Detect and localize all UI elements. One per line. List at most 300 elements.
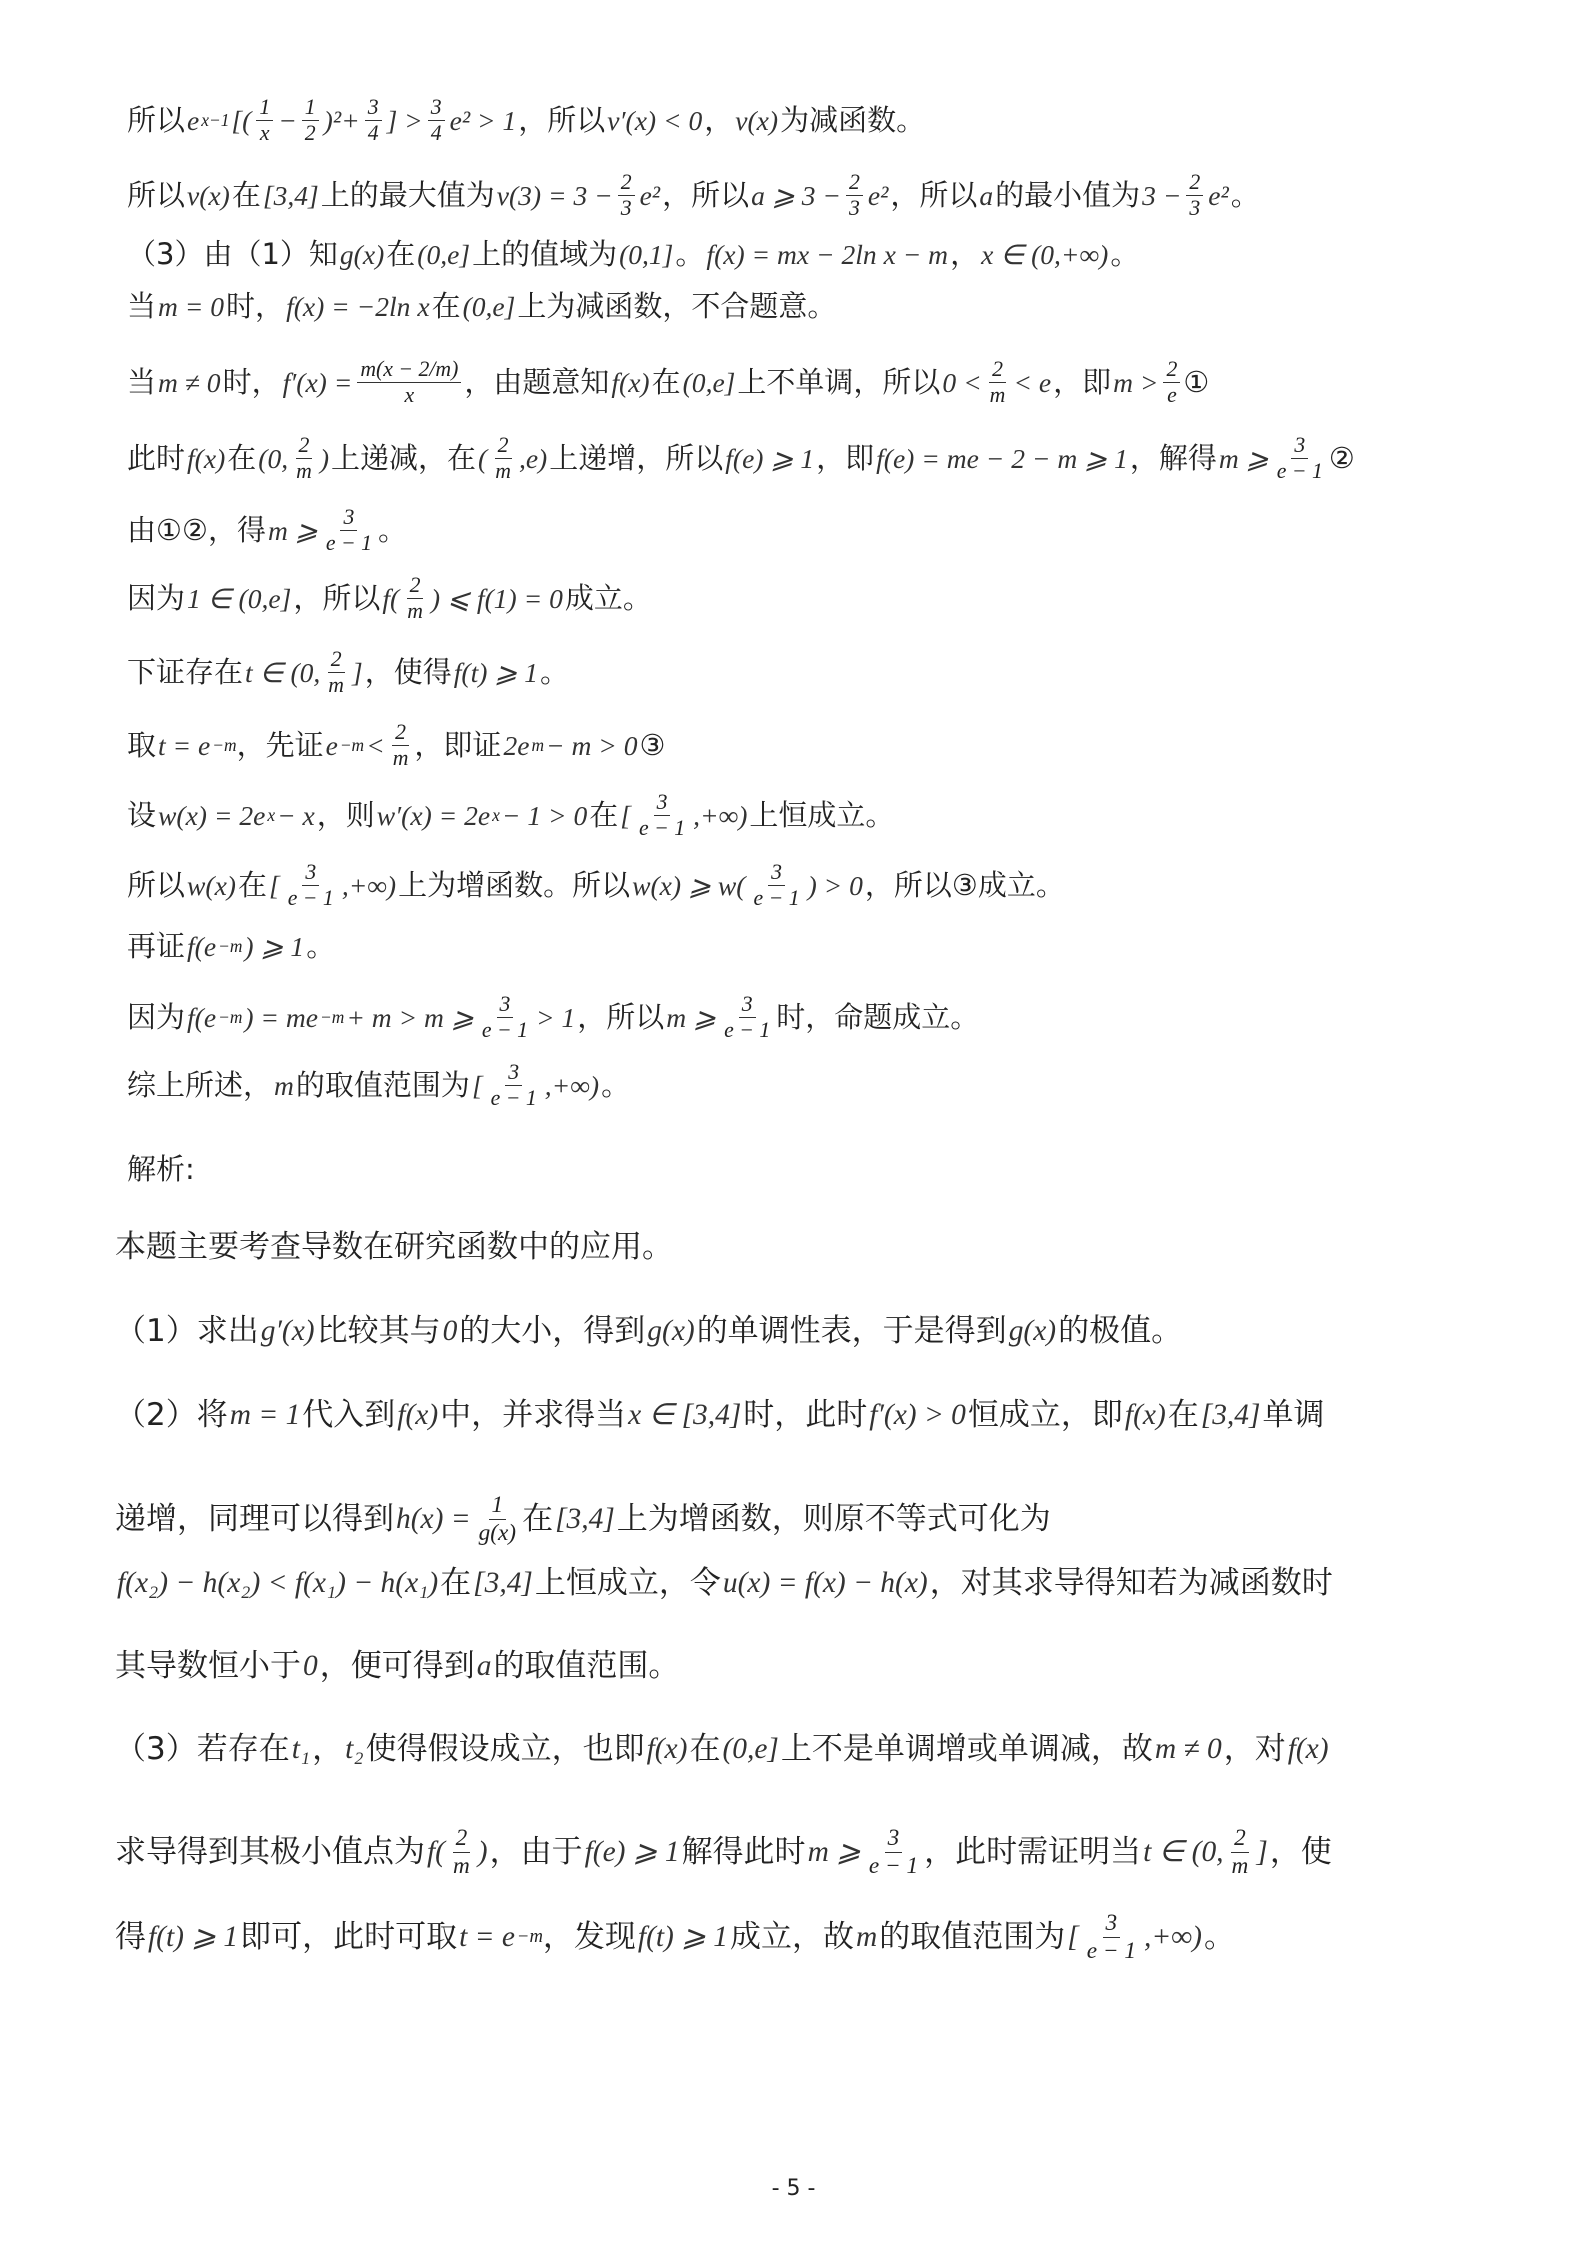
denominator: e − 1 — [639, 816, 686, 840]
fraction — [390, 720, 412, 771]
text: ， — [704, 103, 734, 137]
math: f( — [382, 582, 400, 614]
fraction — [256, 95, 273, 146]
numerator: 1 — [489, 1492, 507, 1520]
denominator: e − 1 — [490, 1086, 537, 1110]
math: t = e — [459, 1920, 515, 1953]
math: ] > — [386, 104, 423, 136]
math: f(t) ⩾ 1 — [148, 1920, 239, 1953]
text: 取 — [127, 728, 157, 762]
math: 1 ∈ (0,e] — [187, 582, 292, 614]
math: m ≠ 0 — [158, 366, 221, 398]
text: 。 — [675, 237, 705, 271]
math: m ≠ 0 — [1154, 1732, 1222, 1765]
math: f(e) ⩾ 1 — [725, 442, 815, 474]
math: v′(x) < 0 — [607, 104, 703, 136]
math: w(x) ⩾ w( — [632, 869, 746, 901]
text: ，由于 — [489, 1833, 583, 1870]
superscript: −m — [516, 1925, 543, 1947]
fraction — [357, 357, 461, 408]
analysis-line — [115, 1397, 1325, 1433]
text: 。 — [306, 929, 336, 963]
text: 当 — [127, 289, 157, 323]
text: 综上所述， — [127, 1068, 273, 1102]
fraction — [492, 433, 514, 484]
math: 0 — [303, 1649, 318, 1682]
text: 上的最大值为 — [320, 178, 495, 212]
fraction — [721, 992, 773, 1043]
text: 因为 — [127, 1000, 186, 1034]
text: 。 — [1203, 1918, 1235, 1955]
math: ] — [1256, 1835, 1268, 1868]
math: w(x) — [187, 869, 236, 901]
text: 在 — [1167, 1397, 1199, 1433]
text: ，由题意知 — [464, 365, 610, 399]
text: 在 — [522, 1500, 554, 1537]
math: f(e) = me − 2 − m ⩾ 1 — [876, 442, 1128, 474]
math: [( — [231, 104, 252, 136]
text: 时，此时 — [743, 1397, 868, 1433]
text: 求导得到其极小值点为 — [115, 1833, 425, 1870]
numerator: 2 — [296, 433, 313, 459]
math: − x — [277, 799, 315, 831]
text: ，此时需证明当 — [924, 1833, 1142, 1870]
math: v(3) = 3 − — [496, 179, 613, 211]
denominator: m — [296, 459, 312, 483]
math: w(x) = 2e — [158, 799, 266, 831]
text: 的取值范围为 — [879, 1918, 1066, 1955]
text: ，使得 — [364, 655, 452, 689]
solution-line — [127, 720, 666, 771]
numerator: 3 — [340, 505, 357, 531]
math: t ∈ (0, — [1143, 1835, 1224, 1868]
fraction — [846, 170, 863, 221]
text: 。 — [1110, 237, 1140, 271]
text: 。 — [540, 655, 570, 689]
text: 为减函数。 — [780, 103, 926, 137]
text: 其导数恒小于 — [115, 1648, 301, 1684]
text: 时， — [226, 289, 285, 323]
text: 的极值。 — [1058, 1313, 1183, 1349]
math: u(x) = f(x) − h(x) — [722, 1566, 928, 1599]
math: f(e — [187, 1001, 217, 1033]
text: 上递增，所以 — [549, 441, 724, 475]
math: a — [979, 179, 994, 211]
denominator: e − 1 — [325, 531, 372, 555]
text: 在 — [589, 798, 619, 832]
solution-line — [127, 237, 1140, 271]
fraction — [476, 1492, 519, 1546]
text: （3）由（1）知 — [127, 237, 338, 271]
math: + m > m ⩾ — [346, 1001, 474, 1033]
math: (0,1] — [619, 238, 674, 270]
text: 成立。 — [564, 581, 652, 615]
denominator: m — [407, 599, 423, 623]
text: ，则 — [316, 798, 375, 832]
math: ) ⩾ 1 — [244, 930, 305, 962]
text: 所以 — [127, 868, 186, 902]
numerator: 3 — [497, 992, 514, 1018]
text: ，对 — [1223, 1731, 1286, 1767]
text: 单调 — [1262, 1397, 1325, 1433]
text: ，所以 — [890, 178, 978, 212]
math: > 1 — [536, 1001, 576, 1033]
numerator: 2 — [495, 433, 512, 459]
text: ， — [312, 1731, 344, 1767]
math: 0 — [442, 1314, 458, 1347]
math: 2e — [503, 729, 530, 761]
math: ] — [352, 656, 363, 688]
text: ，即 — [1053, 365, 1112, 399]
math: [ — [268, 869, 280, 901]
text: 上为增函数。所以 — [398, 868, 631, 902]
math: m ⩾ — [1218, 442, 1269, 474]
math: − m > 0 — [546, 729, 638, 761]
math: m — [274, 1069, 294, 1101]
fraction — [618, 170, 635, 221]
text: 在 — [440, 1565, 472, 1601]
text: 在 — [431, 289, 461, 323]
math: (0,e] — [462, 290, 516, 322]
superscript: −m — [218, 1006, 243, 1027]
text: 比较其与 — [316, 1313, 441, 1349]
denominator: m — [452, 1852, 470, 1879]
denominator: 4 — [367, 121, 379, 145]
math: [ — [620, 799, 631, 831]
math: e² — [639, 179, 661, 211]
analysis-line — [115, 1313, 1183, 1349]
math: m = 1 — [229, 1398, 301, 1431]
superscript: m — [531, 734, 545, 755]
math: f(x) — [611, 366, 650, 398]
analysis-line — [115, 1229, 673, 1265]
math: m — [855, 1920, 878, 1953]
numerator: 1 — [256, 95, 273, 121]
text: ，先证 — [236, 728, 324, 762]
text: 在 — [227, 441, 257, 475]
text: 的取值范围。 — [493, 1648, 680, 1684]
math: f(t) ⩾ 1 — [453, 656, 539, 688]
text: 此时 — [127, 441, 186, 475]
text: 解得此时 — [681, 1833, 806, 1870]
math: m ⩾ — [268, 514, 318, 546]
text: 的取值范围为 — [295, 1068, 470, 1102]
analysis-line — [115, 1825, 1332, 1879]
text: 在 — [386, 237, 416, 271]
text: 在 — [237, 868, 267, 902]
math: f′(x) > 0 — [869, 1398, 966, 1431]
math: f(x) — [1124, 1398, 1166, 1431]
denominator: e − 1 — [287, 886, 334, 910]
math: ,+∞) — [544, 1069, 600, 1101]
numerator: 3 — [428, 95, 445, 121]
denominator: 3 — [1189, 196, 1201, 220]
math: g(x) — [647, 1314, 695, 1347]
solution-line — [127, 790, 894, 841]
solution-line — [127, 860, 1065, 911]
math: )²+ — [323, 104, 360, 136]
fraction — [1163, 357, 1180, 408]
text: 上不是单调增或单调减，故 — [780, 1731, 1153, 1767]
math: v(x) — [735, 104, 779, 136]
math: [ — [471, 1069, 483, 1101]
text: 上恒成立。 — [749, 798, 895, 832]
math: f(x) — [646, 1732, 688, 1765]
text: 时， — [222, 365, 281, 399]
analysis-line — [115, 1565, 1333, 1601]
math: t ∈ (0, — [245, 656, 321, 688]
math: m ⩾ — [807, 1835, 861, 1868]
numerator: 1 — [302, 95, 319, 121]
math: − — [278, 104, 297, 136]
text: 设 — [127, 798, 157, 832]
denominator: e — [1167, 383, 1177, 407]
fraction — [866, 1825, 921, 1879]
fraction — [293, 433, 315, 484]
math: f( — [427, 1835, 445, 1868]
denominator: 3 — [620, 196, 632, 220]
text: 恒成立，即 — [967, 1397, 1123, 1433]
text: ，所以 — [577, 1000, 665, 1034]
text: 上的值域为 — [472, 237, 618, 271]
text: ，所以 — [293, 581, 381, 615]
fraction — [750, 860, 802, 911]
numerator: 3 — [505, 1060, 522, 1086]
solution-line — [127, 573, 652, 624]
math: ) > 0 — [807, 869, 863, 901]
text: ，便可得到 — [319, 1648, 475, 1684]
text: ，即 — [816, 441, 875, 475]
math: f(e — [187, 930, 217, 962]
math: f(t) ⩾ 1 — [637, 1920, 728, 1953]
math: f(e) ⩾ 1 — [584, 1835, 680, 1868]
numerator: 2 — [1186, 170, 1203, 196]
text: 下证存在 — [127, 655, 244, 689]
superscript: −m — [212, 734, 237, 755]
fraction — [987, 357, 1009, 408]
math: f(x) — [397, 1398, 439, 1431]
solution-line — [127, 95, 925, 146]
text: 的单调性表，于是得到 — [696, 1313, 1007, 1349]
text: ，发现 — [542, 1918, 636, 1955]
fraction — [325, 647, 347, 698]
fraction — [302, 95, 319, 146]
fraction — [1084, 1910, 1139, 1964]
math: t₂ — [345, 1732, 364, 1765]
math: [3,4] — [473, 1566, 533, 1599]
superscript: x — [267, 804, 276, 825]
text: ，所以 — [662, 178, 750, 212]
solution-line — [127, 992, 979, 1043]
text: ② — [1328, 441, 1355, 475]
math: f(x) — [1287, 1732, 1329, 1765]
denominator: x — [259, 121, 270, 145]
solution-line — [127, 433, 1355, 484]
solution-line — [127, 505, 407, 556]
text: 使得假设成立，也即 — [365, 1731, 645, 1767]
denominator: m — [392, 746, 409, 770]
fraction — [488, 1060, 540, 1111]
math: a — [476, 1649, 492, 1682]
fraction — [285, 860, 337, 911]
numerator: 2 — [328, 647, 345, 673]
text: 代入到 — [302, 1397, 396, 1433]
fraction — [1229, 1825, 1252, 1879]
text: （1）求出 — [115, 1313, 259, 1349]
numerator: 2 — [1163, 357, 1180, 383]
text: 。 — [601, 1068, 631, 1102]
superscript: −m — [320, 1006, 345, 1027]
math: e² — [1208, 179, 1229, 211]
fraction — [1274, 433, 1326, 484]
text: ① — [1183, 365, 1210, 399]
denominator: e − 1 — [724, 1018, 771, 1042]
denominator: e − 1 — [481, 1018, 529, 1042]
numerator: 3 — [365, 95, 382, 121]
denominator: 3 — [848, 196, 860, 220]
solution-line — [127, 289, 837, 323]
math: < e — [1013, 366, 1052, 398]
analysis-line — [115, 1648, 680, 1684]
solution-line — [127, 170, 1260, 221]
page-number: - 5 - — [771, 2176, 816, 2201]
math: − 1 > 0 — [501, 799, 588, 831]
fraction — [636, 790, 688, 841]
text: 本题主要考查导数在研究函数中的应用。 — [115, 1229, 673, 1265]
text: 所以 — [127, 103, 186, 137]
text: 得 — [115, 1918, 146, 1955]
math: x ∈ [3,4] — [628, 1398, 742, 1431]
math: a ⩾ 3 − — [751, 179, 841, 211]
fraction — [1186, 170, 1203, 221]
numerator: 3 — [768, 860, 785, 886]
math: ,e) — [518, 442, 548, 474]
math: g′(x) — [260, 1314, 315, 1347]
denominator: m — [989, 383, 1006, 407]
math: g(x) — [339, 238, 385, 270]
math: v(x) — [187, 179, 230, 211]
text: ，所以 — [518, 103, 606, 137]
denominator: e − 1 — [753, 886, 800, 910]
superscript: x — [492, 804, 500, 825]
fraction — [479, 992, 531, 1043]
text: 递增，同理可以得到 — [115, 1500, 394, 1537]
text: 所以 — [127, 178, 186, 212]
text: 解析: — [127, 1152, 195, 1186]
text: 上递减，在 — [331, 441, 477, 475]
math: ) — [477, 1835, 488, 1868]
math: ) = me — [244, 1001, 319, 1033]
math: e² > 1 — [449, 104, 517, 136]
math: [3,4] — [1200, 1398, 1261, 1431]
numerator: 2 — [846, 170, 863, 196]
denominator: x — [404, 383, 415, 407]
math: (0, — [258, 442, 289, 474]
numerator: 3 — [1291, 433, 1308, 459]
math: t = e — [158, 729, 211, 761]
text: ，所以③成立。 — [864, 868, 1065, 902]
text: 上恒成立，令 — [534, 1565, 721, 1601]
text: 。 — [1230, 178, 1260, 212]
text: 即可，此时可取 — [240, 1918, 458, 1955]
text: 在 — [651, 365, 681, 399]
math: f(x₂) − h(x₂) < f(x₁) − h(x₁) — [117, 1566, 439, 1599]
text: 上为增函数，则原不等式可化为 — [616, 1500, 1051, 1537]
text: 再证 — [127, 929, 186, 963]
text: （3）若存在 — [115, 1731, 290, 1767]
math: ( — [478, 442, 488, 474]
numerator: 3 — [739, 992, 756, 1018]
numerator: 2 — [1231, 1825, 1249, 1853]
math: g(x) — [1008, 1314, 1057, 1347]
numerator: 2 — [407, 573, 424, 599]
superscript: x−1 — [201, 109, 230, 130]
denominator: 2 — [304, 121, 316, 145]
text: 的最小值为 — [995, 178, 1141, 212]
fraction — [323, 505, 375, 556]
math: f(x) — [187, 442, 226, 474]
math: h(x) = — [396, 1502, 471, 1535]
math: w′(x) = 2e — [376, 799, 491, 831]
math: ,+∞) — [341, 869, 397, 901]
math: ,+∞) — [1143, 1920, 1202, 1953]
math: t₁ — [291, 1732, 311, 1765]
math: x ∈ (0,+∞) — [981, 238, 1109, 270]
text: 成立，故 — [729, 1918, 854, 1955]
text: 在 — [231, 178, 261, 212]
denominator: e − 1 — [1276, 459, 1323, 483]
text: 时，命题成立。 — [776, 1000, 980, 1034]
solution-line — [127, 647, 569, 698]
text: 。 — [377, 513, 407, 547]
text: ③ — [639, 728, 666, 762]
text: 中，并求得当 — [440, 1397, 627, 1433]
math: (0,e] — [417, 238, 471, 270]
fraction — [404, 573, 426, 624]
denominator: e − 1 — [868, 1852, 919, 1879]
math: < — [366, 729, 385, 761]
math: [3,4] — [262, 179, 319, 211]
analysis-line — [115, 1910, 1235, 1964]
text: ，使 — [1269, 1833, 1332, 1870]
text: 在 — [689, 1731, 721, 1767]
numerator: 2 — [989, 357, 1006, 383]
numerator: 2 — [453, 1825, 471, 1853]
fraction — [428, 95, 445, 146]
math: [3,4] — [555, 1502, 615, 1535]
denominator: m — [1231, 1852, 1249, 1879]
numerator: 3 — [302, 860, 319, 886]
text: 上为减函数，不合题意。 — [517, 289, 837, 323]
numerator: 2 — [392, 720, 409, 746]
math: m ⩾ — [666, 1001, 717, 1033]
fraction — [365, 95, 382, 146]
math: 0 < — [942, 366, 982, 398]
math: f(x) = −2ln x — [286, 290, 430, 322]
math: f′(x) = — [282, 366, 353, 398]
math: f(x) = mx − 2ln x − m — [706, 238, 949, 270]
math: (0,e] — [722, 1732, 779, 1765]
numerator: 3 — [1103, 1910, 1121, 1938]
superscript: −m — [218, 935, 243, 956]
math: (0,e] — [682, 366, 736, 398]
math: ) ⩽ f(1) = 0 — [430, 582, 563, 614]
fraction — [450, 1825, 473, 1879]
text: 当 — [127, 365, 157, 399]
denominator: m — [495, 459, 511, 483]
text: 上不单调，所以 — [737, 365, 941, 399]
text: 由①②，得 — [127, 513, 266, 547]
